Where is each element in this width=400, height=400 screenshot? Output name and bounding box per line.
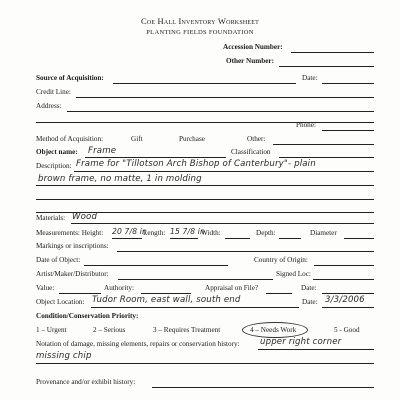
value-label: Value: — [36, 284, 55, 292]
appraisal-date-label: Date: — [301, 284, 317, 292]
artist-field[interactable] — [118, 279, 273, 280]
markings-field[interactable] — [117, 251, 374, 252]
method-other-field[interactable] — [273, 144, 374, 145]
notation-line-1[interactable] — [258, 349, 374, 350]
other-number-field[interactable] — [279, 66, 374, 67]
markings-label: Markings or inscriptions: — [36, 242, 109, 250]
method-purchase[interactable]: Purchase — [179, 135, 205, 143]
address-label: Address: — [36, 102, 62, 110]
location-date-field[interactable] — [322, 307, 374, 308]
height-value: 20 7/8 in — [112, 227, 147, 236]
appraisal-label: Appraisal on File? — [205, 284, 259, 292]
materials-field[interactable] — [71, 223, 374, 224]
method-gift[interactable]: Gift — [131, 135, 143, 143]
provenance-field[interactable] — [152, 387, 374, 388]
source-label: Source of Acquisition: — [36, 74, 104, 82]
depth-field[interactable] — [279, 238, 301, 239]
location-field[interactable] — [91, 307, 299, 308]
diameter-field[interactable] — [344, 238, 374, 239]
materials-value: Wood — [72, 212, 98, 222]
country-label: Country of Origin: — [254, 256, 308, 264]
condition-option-good[interactable]: 5 - Good — [334, 326, 360, 334]
length-label: Length: — [143, 229, 166, 237]
date-of-object-label: Date of Object: — [36, 256, 81, 264]
appraisal-date-field[interactable] — [322, 293, 374, 294]
source-date-label: Date: — [302, 74, 318, 82]
description-line-3[interactable] — [36, 199, 374, 200]
credit-line-label: Credit Line: — [36, 88, 71, 96]
signed-loc-field[interactable] — [313, 279, 374, 280]
notation-label: Notation of damage, missing elements, repairs or conservation history: — [36, 340, 240, 348]
method-other[interactable]: Other: — [247, 135, 266, 143]
value-field[interactable] — [59, 293, 101, 294]
location-value: Tudor Room, east wall, south end — [92, 295, 241, 305]
notation-text-1: upper right corner — [260, 337, 342, 347]
description-line-1[interactable] — [74, 171, 374, 172]
accession-number-field[interactable] — [291, 52, 374, 53]
description-line-2[interactable] — [36, 185, 374, 186]
phone-label: Phone: — [296, 121, 316, 129]
phone-field[interactable] — [322, 130, 374, 131]
worksheet-title: Coe Hall Inventory Worksheet — [140, 16, 260, 26]
source-date-field[interactable] — [322, 83, 374, 84]
description-text-2: brown frame, no matte, 1 in molding — [38, 174, 202, 184]
materials-label: Materials: — [36, 214, 66, 222]
depth-label: Depth: — [256, 229, 276, 237]
location-date-value: 3/3/2006 — [325, 295, 365, 305]
length-value: 15 7/8 in — [170, 227, 205, 236]
length-field[interactable] — [170, 238, 198, 239]
description-text-1: Frame for "Tillotson Arch Bishop of Canterbury"- plain — [76, 159, 316, 169]
width-field[interactable] — [225, 238, 250, 239]
condition-option-needs-work[interactable]: 4 – Needs Work — [250, 326, 297, 334]
source-field[interactable] — [113, 83, 296, 84]
location-date-label: Date: — [302, 298, 318, 306]
other-number-label: Other Number: — [226, 57, 274, 65]
location-label: Object Location: — [36, 298, 85, 306]
measurements-label: Measurements: Height: — [36, 229, 104, 237]
condition-selected-circle — [242, 322, 308, 338]
worksheet-subtitle: PLANTING FIELDS FOUNDATION — [146, 29, 254, 36]
classification-field[interactable] — [279, 157, 374, 158]
object-name-label: Object name: — [36, 148, 78, 156]
date-of-object-field[interactable] — [84, 265, 228, 266]
appraisal-field[interactable] — [266, 293, 292, 294]
artist-label: Artist/Maker/Distributor: — [36, 270, 109, 278]
condition-heading: Condition/Conservation Priority: — [36, 312, 139, 320]
diameter-label: Diameter — [310, 229, 337, 237]
address-field-2[interactable] — [36, 122, 374, 123]
object-name-value: Frame — [88, 146, 117, 156]
condition-option-serious[interactable]: 2 – Serious — [93, 326, 126, 334]
country-field[interactable] — [314, 265, 374, 266]
address-field[interactable] — [67, 111, 374, 112]
notation-line-2[interactable] — [36, 363, 374, 364]
notation-text-2: missing chip — [36, 351, 92, 361]
signed-loc-label: Signed Loc: — [276, 270, 311, 278]
object-name-field[interactable] — [85, 157, 226, 158]
description-label: Description: — [36, 162, 72, 170]
accession-number-label: Accession Number: — [223, 43, 283, 51]
method-label: Method of Acquisition: — [36, 135, 104, 143]
classification-label: Classification — [231, 148, 271, 156]
authority-field[interactable] — [141, 293, 191, 294]
width-label: Width: — [201, 229, 221, 237]
authority-label: Authority: — [104, 284, 134, 292]
credit-line-field[interactable] — [76, 97, 374, 98]
condition-option-urgent[interactable]: 1 – Urgent — [36, 326, 67, 334]
height-field[interactable] — [112, 238, 142, 239]
provenance-label: Provenance and/or exhibit history: — [36, 378, 136, 386]
condition-option-requires-treatment[interactable]: 3 – Requires Treatment — [153, 326, 221, 334]
